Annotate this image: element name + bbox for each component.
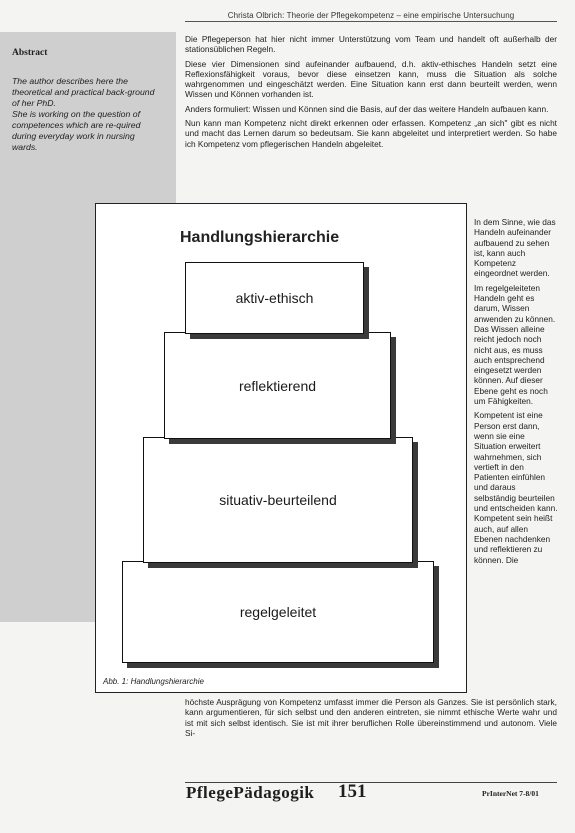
abstract-body (12, 76, 162, 153)
level-label: situativ-beurteilend (219, 492, 337, 508)
paragraph: Nun kann man Kompetenz nicht direkt erkennen oder erfassen. Kompetenz „an sich" gibt es nicht und macht das Lernen darum so bedeutsam. Sie kann abgeleitet und interpretiert werden. So habe ich Kompetenz vom pflegerischen Handeln abgeleitet. (185, 118, 557, 149)
journal-title: PflegePädagogik (186, 783, 315, 802)
paragraph: Diese vier Dimensionen sind aufeinander aufbauend, d.h. aktiv-ethisches Handeln setzt eine Reflexionsfähigkeit voraus, bevor diese einsetzen kann, muss die Situation als solche wahrgenommen und eingeschätzt werden. Eine Situation kann erst dann beurteilt werden, wenn Wissen und Können vorhanden ist. (185, 58, 557, 100)
page-number: 151 (338, 781, 367, 802)
level-label: regelgeleitet (239, 604, 317, 620)
level-label: reflektierend (238, 377, 317, 394)
level-regelgeleitet (122, 561, 434, 663)
paragraph: Die Pflegeperson hat hier nicht immer Unterstützung vom Team und handelt oft außerhalb der stationsüblichen Regeln. (185, 34, 557, 55)
abstract-title: Abstract (12, 48, 48, 58)
paragraph: höchste Ausprägung von Kompetenz umfasst immer die Person als Ganzes. Sie ist persönlich stark, kann argumentieren, für sich selbst und den anderen eintreten, sie nimmt ethische Werte wahr und ist mit sich selbst identisch. Sie ist mit ihrer beruflichen Rolle übereinstimmend und autonom. Viele Si- (185, 697, 557, 738)
abstract-paragraph: The author describes here the theoretical and practical back-ground of her PhD. (12, 76, 155, 108)
main-text-side (474, 195, 558, 569)
issue-label: PrInterNet 7-8/01 (482, 789, 539, 798)
main-text-bottom (185, 697, 557, 738)
main-text-top (185, 34, 557, 153)
paragraph: Kompetent ist eine Person erst dann, wenn sie eine Situation erweitert wahrnehmen, sich vertieft in den Patienten einfühlen und daraus selbständig beurteilen und entscheiden kann. Kompetent sein heißt auch, auf allen Ebenen nachdenken und reflektieren zu können. Die (474, 410, 558, 565)
paragraph: In dem Sinne, wie das Handeln aufeinander aufbauend zu sehen ist, kann auch Kompetenz eingeordnet werden. (474, 217, 556, 279)
level-situativ-beurteilend (143, 437, 413, 563)
paragraph: Anders formuliert: Wissen und Können sind die Basis, auf der das weitere Handeln aufbauen kann. (185, 103, 549, 114)
level-reflektierend (164, 332, 391, 439)
level-label: aktiv-ethisch (235, 290, 314, 306)
figure-caption: Abb. 1: Handlungshierarchie (103, 677, 204, 686)
running-header: Christa Olbrich: Theorie der Pflegekompetenz – eine empirische Untersuchung (185, 11, 557, 22)
figure-title: Handlungshierarchie (180, 229, 340, 246)
abstract-paragraph: She is working on the question of competences which are re-quired during everyday work in nursing wards. (12, 109, 141, 152)
level-aktiv-ethisch (185, 262, 364, 334)
paragraph: Im regelgeleiteten Handeln geht es darum, Wissen anwenden zu können. Das Wissen alleine reicht jedoch noch nicht aus, es muss auch entsprechend eingesetzt werden können. Auf dieser Ebene geht es noch um Fähigkeiten. (474, 282, 556, 407)
